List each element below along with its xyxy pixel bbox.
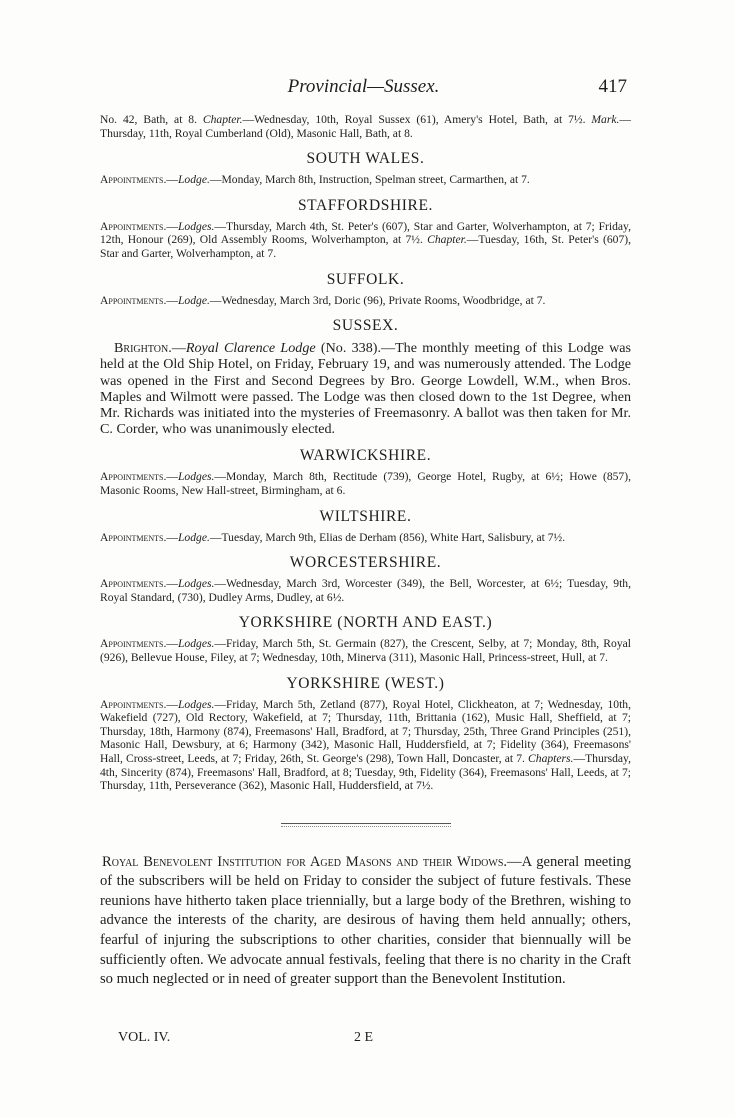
yorkshire-ne-text: —Friday, March 5th, St. Germain (827), the Crescent, Selby, at 7; Monday, 8th, Royal (926), Bellevue House, Filey, at 7; Wednesday, 10th, Minerva (311), Masonic Hall, Princess-street, Hull, at 7. — [100, 637, 631, 664]
warwickshire-paragraph: Appointments.—Lodges.—Monday, March 8th, Rectitude (739), George Hotel, Rugby, at 6½; Howe (857), Masonic Rooms, New Hall-street, Birmingham, at 6. — [100, 470, 631, 497]
south-wales-paragraph: Appointments.—Lodge.—Monday, March 8th, Instruction, Spelman street, Carmarthen, at 7. — [100, 173, 530, 187]
signature-mark: 2 E — [354, 1030, 374, 1045]
appointments-label: Appointments. — [100, 637, 167, 651]
appointments-label: Appointments. — [100, 219, 167, 233]
heading-suffolk: SUFFOLK. — [326, 270, 405, 288]
lodges-label: Lodges. — [177, 470, 215, 484]
intro-paragraph — [100, 113, 631, 140]
page-footer — [118, 1030, 631, 1050]
heading-yorkshire-west: YORKSHIRE (WEST.) — [286, 674, 445, 692]
heading-yorkshire-north-east: YORKSHIRE (NORTH AND EAST.) — [238, 614, 493, 632]
appointments-label: Appointments. — [100, 530, 167, 544]
sussex-text: (No. 338).—The monthly meeting of this Lodge was held at the Old Ship Hotel, on Friday, February 19, and was numerously attended. The Lodge was opened in the First and Second Degrees by Bro. George Lowdell, W.M., when Bros. Maples and Wilmott were passed. The Lodge was then closed down to the 1st Degree, when Mr. Richards was initiated into the mysteries of Freemasonry. A ballot was then taken for Mr. C. Corder, who was unanimously elected. — [100, 340, 632, 438]
chapter-label: Chapter. — [427, 233, 467, 247]
article-body — [100, 113, 631, 990]
heading-south-wales: SOUTH WALES. — [306, 150, 425, 168]
wiltshire-paragraph: Appointments.—Lodge.—Tuesday, March 9th, Elias de Derham (856), White Hart, Salisbury, at 7½. — [100, 530, 566, 544]
yorkshire-ne-paragraph: Appointments.—Lodges.—Friday, March 5th, St. Germain (827), the Crescent, Selby, at 7; Monday, 8th, Royal (926), Bellevue House, Filey, at 7; Wednesday, 10th, Minerva (311), Masonic Hall, Princess-street, Hull, at 7. — [100, 637, 631, 664]
appointments-label: Appointments. — [100, 173, 167, 187]
staffordshire-text-b: —Tuesday, 16th, St. Peter's (607), Star and Garter, Wolverhampton, at 7. — [100, 233, 631, 260]
south-wales-text: —Monday, March 8th, Instruction, Spelman street, Carmarthen, at 7. — [209, 173, 530, 187]
lodges-label: Lodges. — [177, 697, 215, 711]
chapters-label: Chapters. — [528, 751, 574, 765]
lodge-label: Lodge. — [177, 173, 210, 187]
running-title: Provincial—Sussex. — [287, 76, 440, 97]
benevolent-paragraph — [100, 853, 631, 990]
mark-label: Mark. — [591, 113, 620, 126]
sussex-paragraph: Brighton.—Royal Clarence Lodge (No. 338).—The monthly meeting of this Lodge was held at the Old Ship Hotel, on Friday, February 19, and was numerously attended. The Lodge was opened in the First and Second Degrees by Bro. George Lowdell, W.M., when Bros. Maples and Wilmott were passed. The Lodge was then closed down to the 1st Degree, when Mr. Richards was initiated into the mysteries of Freemasonry. A ballot was then taken for Mr. C. Corder, who was unanimously elected. — [100, 340, 632, 438]
appointments-label: Appointments. — [100, 293, 167, 307]
intro-text-a: No. 42, Bath, at 8. — [100, 113, 203, 126]
worcestershire-text: —Wednesday, March 3rd, Worcester (349), the Bell, Worcester, at 6½; Tuesday, 9th, Royal Standard, (730), Dudley Arms, Dudley, at 6½. — [100, 577, 631, 604]
lodge-label: Lodge. — [177, 293, 210, 307]
lodges-label: Lodges. — [177, 577, 215, 591]
appointments-label: Appointments. — [100, 470, 167, 484]
yorkshire-w-text-b: —Thursday, 4th, Sincerity (874), Freemasons' Hall, Bradford, at 8; Tuesday, 9th, Fidelity (364), Freemasons' Hall, Leeds, at 7; Thursday, 11th, Perseverance (362), Masonic Hall, Huddersfield, at 7½. — [100, 751, 631, 793]
yorkshire-w-text-a: —Friday, March 5th, Zetland (877), Royal Hotel, Clickheaton, at 7; Wednesday, 10th, Wakefield (727), Old Rectory, Wakefield, at 7; Thursday, 11th, Brittania (162), Music Hall, Sheffield, at 7; Thursday, 18th, Harmony (874), Freemasons' Hall, Bradford, at 7; Thursday, 25th, Three Grand Principles (251), Masonic Hall, Dewsbury, at 6; Harmony (342), Masonic Hall, Huddersfield, at 7; Fidelity (364), Freemasons' Hall, Cross-street, Leeds, at 7; Friday, 26th, St. George's (298), Town Hall, Doncaster, at 7. — [100, 697, 631, 765]
intro-text-c: —Thursday, 11th, Royal Cumberland (Old), Masonic Hall, Bath, at 8. — [100, 113, 631, 140]
worcestershire-paragraph: Appointments.—Lodges.—Wednesday, March 3rd, Worcester (349), the Bell, Worcester, at 6½; Tuesday, 9th, Royal Standard, (730), Dudley Arms, Dudley, at 6½. — [100, 577, 631, 604]
lodge-name: Royal Clarence Lodge — [185, 340, 316, 357]
page-number: 417 — [598, 76, 627, 97]
suffolk-text: —Wednesday, March 3rd, Doric (96), Private Rooms, Woodbridge, at 7. — [209, 293, 546, 307]
appointments-label: Appointments. — [100, 577, 167, 591]
wiltshire-text: —Tuesday, March 9th, Elias de Derham (856), White Hart, Salisbury, at 7½. — [209, 530, 566, 544]
lodges-label: Lodges. — [177, 637, 215, 651]
lodge-label: Lodge. — [177, 530, 210, 544]
volume-label: VOL. IV. — [118, 1030, 171, 1045]
benevolent-title: Royal Benevolent Institution for Aged Masons and their Widows. — [102, 853, 508, 870]
lodges-label: Lodges. — [177, 219, 215, 233]
chapter-label: Chapter. — [202, 113, 243, 126]
staffordshire-paragraph: Appointments.—Lodges.—Thursday, March 4th, St. Peter's (607), Star and Garter, Wolverhampton, at 7; Friday, 12th, Honour (269), Old Assembly Rooms, Wolverhampton, at 7½. Chapter.—Tuesday, 16th, St. Peter's (607), Star and Garter, Wolverhampton, at 7. — [100, 219, 631, 260]
suffolk-paragraph: Appointments.—Lodge.—Wednesday, March 3rd, Doric (96), Private Rooms, Woodbridge, at 7. — [100, 293, 546, 307]
heading-worcestershire: WORCESTERSHIRE. — [289, 554, 442, 572]
yorkshire-w-paragraph: Appointments.—Lodges.—Friday, March 5th, Zetland (877), Royal Hotel, Clickheaton, at 7; Wednesday, 10th, Wakefield (727), Old Rectory, Wakefield, at 7; Thursday, 11th, Brittania (162), Music Hall, Sheffield, at 7; Thursday, 18th, Harmony (874), Freemasons' Hall, Bradford, at 7; Thursday, 25th, Three Grand Principles (251), Masonic Hall, Dewsbury, at 6; Harmony (342), Masonic Hall, Huddersfield, at 7; Fidelity (364), Freemasons' Hall, Cross-street, Leeds, at 7; Friday, 26th, St. George's (298), Town Hall, Doncaster, at 7. Chapters.—Thursday, 4th, Sincerity (874), Freemasons' Hall, Bradford, at 8; Tuesday, 9th, Fidelity (364), Freemasons' Hall, Leeds, at 7; Thursday, 11th, Perseverance (362), Masonic Hall, Huddersfield, at 7½. — [100, 697, 631, 793]
warwickshire-text: —Monday, March 8th, Rectitude (739), George Hotel, Rugby, at 6½; Howe (857), Masonic Rooms, New Hall-street, Birmingham, at 6. — [100, 470, 631, 497]
section-divider — [281, 823, 451, 827]
appointments-label: Appointments. — [100, 697, 167, 711]
intro-text-b: —Wednesday, 10th, Royal Sussex (61), Amery's Hotel, Bath, at 7½. — [242, 113, 592, 126]
running-head — [100, 76, 627, 100]
heading-warwickshire: WARWICKSHIRE. — [299, 447, 432, 465]
benevolent-text: —A general meeting of the subscribers will be held on Friday to consider the subject of future festivals. These reunions have hitherto taken place triennially, but a large body of the Brethren, wishing to advance the interests of the charity, are desirous of having them held annually; others, fearful of injuring the subscriptions to other charities, consider that biennually will be sufficiently often. We advocate annual festivals, feeling that there is no charity in the Craft so much neglected or in need of greater support than the Benevolent Institution. — [100, 853, 631, 988]
place-label: Brighton. — [114, 340, 172, 357]
heading-sussex: SUSSEX. — [332, 317, 399, 335]
staffordshire-text-a: —Thursday, March 4th, St. Peter's (607), Star and Garter, Wolverhampton, at 7; Friday, 12th, Honour (269), Old Assembly Rooms, Wolverhampton, at 7½. — [100, 219, 631, 247]
heading-wiltshire: WILTSHIRE. — [319, 507, 412, 525]
heading-staffordshire: STAFFORDSHIRE. — [297, 196, 434, 214]
